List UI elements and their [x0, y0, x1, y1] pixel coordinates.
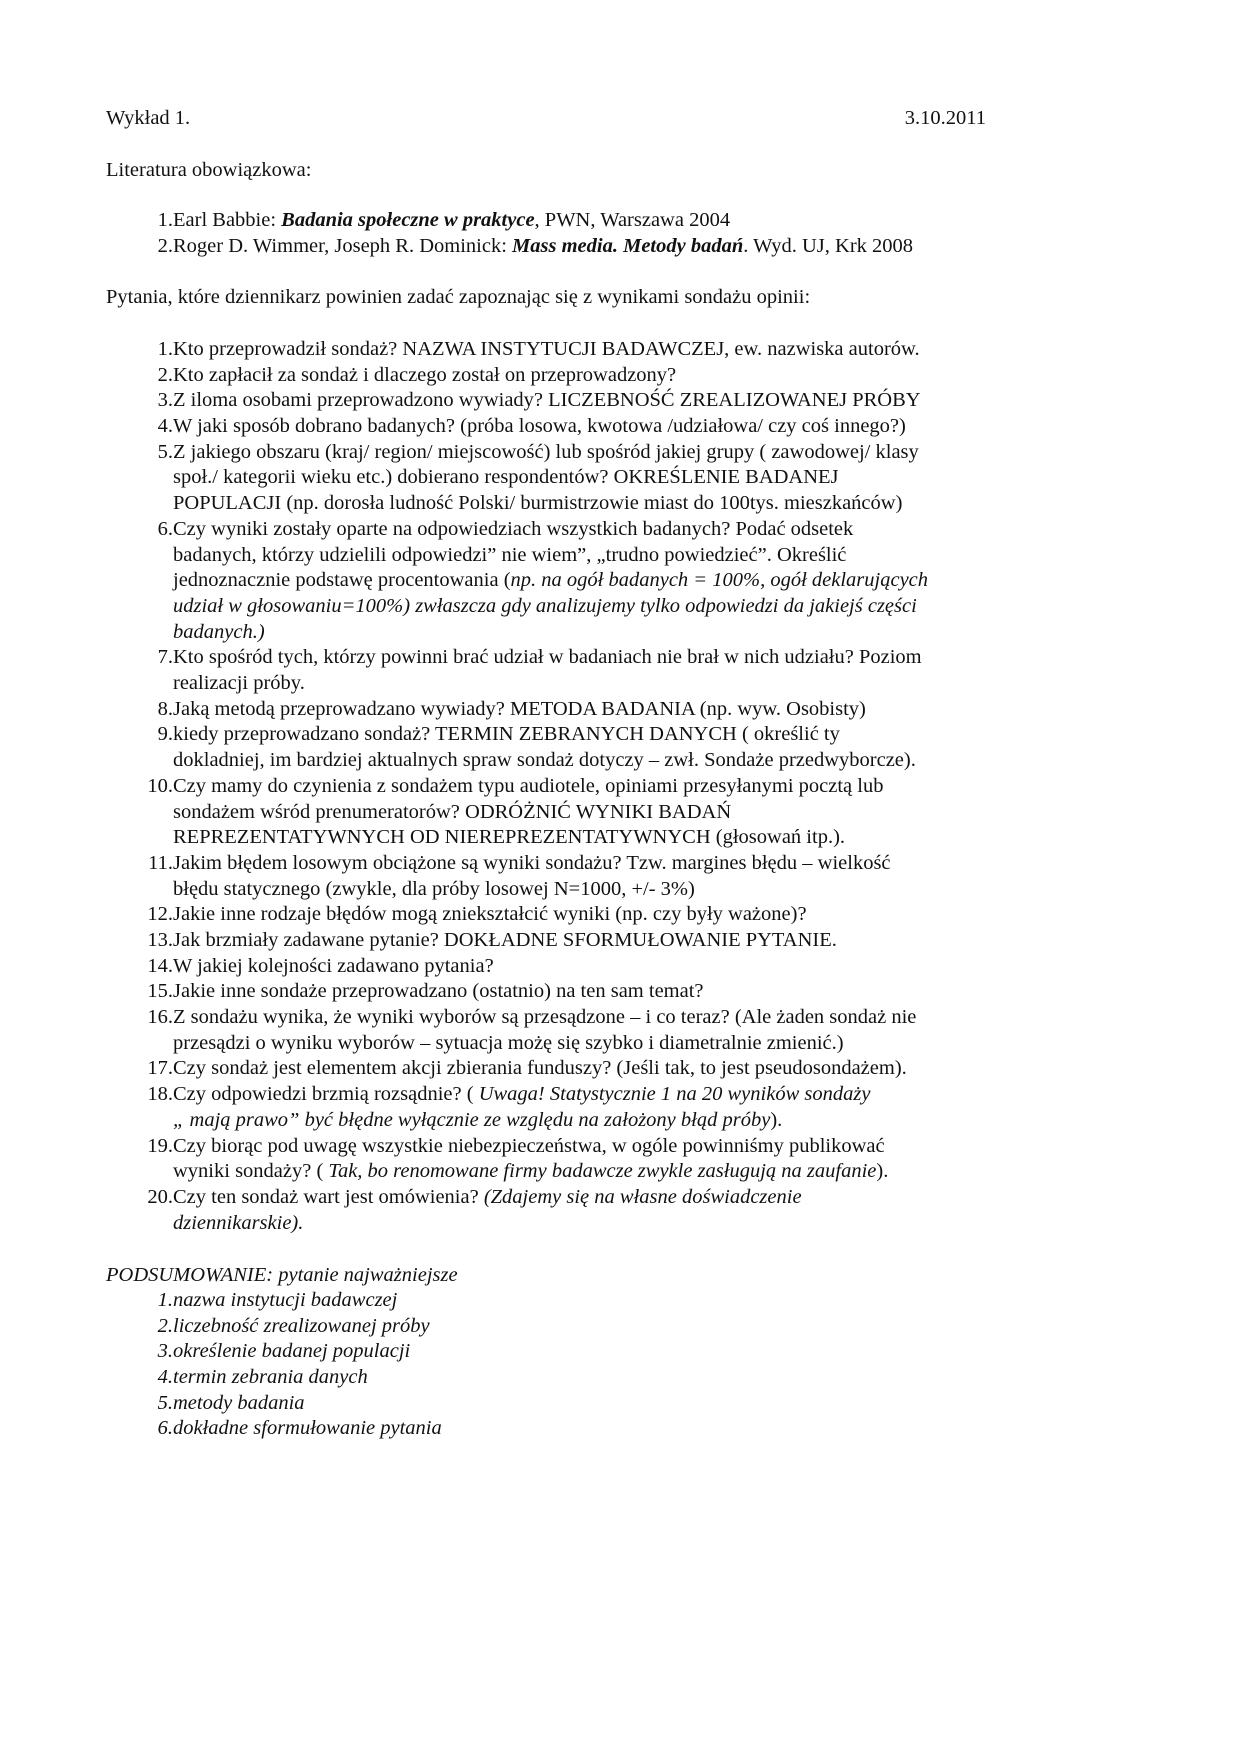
text-run: kiedy przeprowadzano sondaż? TERMIN ZEBRANYCH DANYCH ( określić ty [173, 723, 840, 746]
question-item [0, 774, 1240, 851]
item-number: 14. [147, 954, 173, 977]
literature-heading: Literatura obowiązkowa: [106, 159, 312, 181]
item-number: 19. [147, 1134, 173, 1157]
text-run: Kto zapłacił za sondaż i dlaczego został on przeprowadzony? [173, 363, 677, 386]
italic-note: udział w głosowaniu=100%) zwłaszcza gdy analizujemy tylko odpowiedzi da jakiejś części [173, 594, 917, 617]
text-run: Z sondażu wynika, że wyniki wyborów są przesądzone – i co teraz? (Ale żaden sondaż nie [173, 1006, 917, 1029]
question-item [0, 517, 1240, 646]
text-run: dokladniej, im bardziej aktualnych spraw sondaż dotyczy – zwł. Sondaże przedwyborcze). [173, 749, 916, 772]
text-run: Jaką metodą przeprowadzano wywiady? METODA BADANIA (np. wyw. Osobisty) [173, 697, 866, 720]
item-text [173, 440, 919, 517]
item-number: 8. [157, 697, 173, 720]
document-title: Wykład 1. [106, 107, 191, 129]
question-item [0, 1082, 1240, 1133]
summary-heading-rest: : pytanie najważniejsze [266, 1264, 458, 1286]
text-run: Kto spośród tych, którzy powinni brać udział w badaniach nie brał w nich udziału? Poziom [173, 646, 922, 669]
item-number: 1. [157, 1289, 173, 1311]
item-text: nazwa instytucji badawczej [173, 1289, 398, 1311]
item-text: dokładne sformułowanie pytania [173, 1417, 442, 1440]
item-text [173, 208, 730, 234]
item-text [173, 645, 922, 696]
summary-heading-label: PODSUMOWANIE [106, 1264, 267, 1286]
literature-list [0, 208, 1240, 259]
item-number: 5. [157, 1391, 173, 1414]
text-run: Czy odpowiedzi brzmią rozsądnie? ( [173, 1083, 479, 1106]
text-run: Jakim błędem losowym obciążone są wyniki sondażu? Tzw. margines błędu – wielkość [173, 851, 891, 874]
italic-note: (Zdajemy się na własne doświadczenie [483, 1185, 802, 1208]
summary-item [0, 1416, 1240, 1442]
text-run: Z jakiego obszaru (kraj/ region/ miejscowość) lub spośród jakiej grupy ( zawodowej/ klasy [173, 440, 919, 463]
summary-list [0, 1288, 1240, 1442]
item-text [173, 1185, 802, 1236]
item-text: termin zebrania danych [173, 1366, 368, 1389]
question-item [0, 363, 1240, 389]
bold-italic-title: Mass media. Metody badań [512, 234, 744, 257]
question-item [0, 979, 1240, 1005]
text-run: sondażem wśród prenumeratorów? ODRÓŻNIĆ WYNIKI BADAŃ [173, 800, 732, 823]
text-run: W jaki sposób dobrano badanych? (próba losowa, kwotowa /udziałowa/ czy coś innego?) [173, 415, 906, 438]
summary-item [0, 1314, 1240, 1340]
text-run: ). [876, 1160, 889, 1183]
item-text [173, 979, 704, 1005]
item-number: 18. [147, 1083, 173, 1106]
text-run: Jak brzmiały zadawane pytanie? DOKŁADNE SFORMUŁOWANIE PYTANIE. [173, 928, 837, 951]
question-item [0, 1185, 1240, 1236]
bold-italic-title: Badania społeczne w praktyce [281, 209, 535, 231]
item-text [173, 414, 906, 440]
summary-item [0, 1365, 1240, 1391]
literature-item [0, 234, 1240, 260]
item-number: 2. [157, 234, 173, 257]
item-text [173, 1134, 888, 1185]
question-item [0, 645, 1240, 696]
text-run: realizacji próby. [173, 672, 305, 695]
italic-note: „ mają prawo” być błędne wyłącznie ze względu na założony błąd próby [173, 1108, 771, 1131]
question-item [0, 697, 1240, 723]
item-number: 20. [147, 1185, 173, 1208]
summary-item [0, 1288, 1240, 1314]
item-number: 5. [157, 440, 173, 463]
item-number: 17. [147, 1057, 173, 1080]
text-run: Earl Babbie: [173, 209, 282, 231]
text-run: W jakiej kolejności zadawano pytania? [173, 954, 494, 977]
item-number: 2. [157, 1314, 173, 1337]
question-item [0, 1056, 1240, 1082]
item-number: 9. [157, 723, 173, 746]
summary-item [0, 1391, 1240, 1417]
question-item [0, 1005, 1240, 1056]
item-number: 4. [157, 415, 173, 438]
item-number: 1. [157, 209, 173, 231]
text-run: Z iloma osobami przeprowadzono wywiady? LICZEBNOŚĆ ZREALIZOWANEJ PRÓBY [173, 389, 921, 412]
item-text [173, 388, 921, 414]
item-text: metody badania [173, 1391, 305, 1414]
text-run: Roger D. Wimmer, Joseph R. Dominick: [173, 234, 513, 257]
item-number: 1. [157, 338, 173, 360]
question-item [0, 414, 1240, 440]
question-item [0, 1134, 1240, 1185]
item-text [173, 954, 494, 980]
question-item [0, 440, 1240, 517]
item-text [173, 697, 866, 723]
item-number: 15. [147, 980, 173, 1003]
italic-note: np. na ogół badanych = 100%, ogół deklarujących [510, 569, 929, 592]
question-item [0, 928, 1240, 954]
item-text [173, 1056, 907, 1082]
text-run: Czy wyniki zostały oparte na odpowiedziach wszystkich badanych? Podać odsetek [173, 517, 854, 540]
text-run: REPREZENTATYWNYCH OD NIEREPREZENTATYWNYCH (głosowań itp.). [173, 826, 846, 849]
question-item [0, 954, 1240, 980]
item-text: określenie badanej populacji [173, 1340, 411, 1363]
item-number: 10. [147, 774, 173, 797]
item-number: 4. [157, 1366, 173, 1389]
text-run: Czy ten sondaż wart jest omówienia? [173, 1185, 484, 1208]
text-run: przesądzi o wyniku wyborów – sytuacja możę się szybko i diametralnie zmienić.) [173, 1031, 844, 1054]
item-number: 11. [148, 851, 173, 874]
text-run: Czy mamy do czynienia z sondażem typu audiotele, opiniami przesyłanymi pocztą lub [173, 774, 884, 797]
item-number: 6. [157, 517, 173, 540]
item-number: 3. [157, 1340, 173, 1363]
item-text [173, 1082, 870, 1133]
item-text: liczebność zrealizowanej próby [173, 1314, 430, 1337]
text-run: . Wyd. UJ, Krk 2008 [743, 234, 914, 257]
item-text [173, 774, 883, 851]
item-text [173, 1005, 916, 1056]
italic-note: dziennikarskie). [173, 1211, 304, 1234]
item-number: 6. [157, 1417, 173, 1440]
question-item [0, 851, 1240, 902]
questions-heading: Pytania, które dziennikarz powinien zadać zapoznając się z wynikami sondażu opinii: [106, 286, 811, 308]
item-number: 2. [157, 363, 173, 386]
text-run: społ./ kategorii wieku etc.) dobierano respondentów? OKREŚLENIE BADANEJ [173, 466, 839, 489]
item-number: 16. [147, 1006, 173, 1029]
item-text [173, 337, 920, 363]
text-run: , PWN, Warszawa 2004 [534, 209, 731, 231]
item-text [173, 851, 891, 902]
summary-heading [106, 1263, 458, 1289]
item-number: 12. [147, 903, 173, 926]
text-run: jednoznacznie podstawę procentowania ( [173, 569, 511, 592]
item-text [173, 928, 837, 954]
question-item [0, 337, 1240, 363]
text-run: POPULACJI (np. dorosła ludność Polski/ burmistrzowie miast do 100tys. mieszkańców) [173, 492, 903, 515]
item-text [173, 363, 676, 389]
text-run: Jakie inne sondaże przeprowadzano (ostatnio) na ten sam temat? [173, 980, 704, 1003]
document-date: 3.10.2011 [904, 107, 986, 129]
item-text [173, 902, 807, 928]
questions-list [0, 337, 1240, 1236]
item-text [173, 517, 928, 646]
italic-note: Tak, bo renomowane firmy badawcze zwykle zasługują na zaufanie [328, 1160, 877, 1183]
text-run: wyniki sondaży? ( [173, 1160, 329, 1183]
summary-item [0, 1339, 1240, 1365]
text-run: błędu statycznego (zwykle, dla próby losowej N=1000, +/- 3%) [173, 877, 695, 900]
item-number: 3. [157, 389, 173, 412]
text-run: Kto przeprowadził sondaż? NAZWA INSTYTUCJI BADAWCZEJ, ew. nazwiska autorów. [173, 338, 920, 360]
text-run: badanych, którzy udzielili odpowiedzi” nie wiem”, „trudno powiedzieć”. Określić [173, 543, 847, 566]
text-run: Czy sondaż jest elementem akcji zbierania funduszy? (Jeśli tak, to jest pseudosondażem). [173, 1057, 907, 1080]
italic-note: badanych.) [173, 620, 265, 643]
text-run: Czy biorąc pod uwagę wszystkie niebezpieczeństwa, w ogóle powinniśmy publikować [173, 1134, 885, 1157]
item-number: 13. [147, 928, 173, 951]
question-item [0, 722, 1240, 773]
literature-item [0, 208, 1240, 234]
question-item [0, 902, 1240, 928]
item-text [173, 722, 916, 773]
italic-note: Uwaga! Statystycznie 1 na 20 wyników sondaży [478, 1083, 871, 1106]
text-run: ). [770, 1108, 783, 1131]
item-number: 7. [157, 646, 173, 669]
item-text [173, 234, 913, 260]
text-run: Jakie inne rodzaje błędów mogą zniekształcić wyniki (np. czy były ważone)? [173, 903, 807, 926]
question-item [0, 388, 1240, 414]
